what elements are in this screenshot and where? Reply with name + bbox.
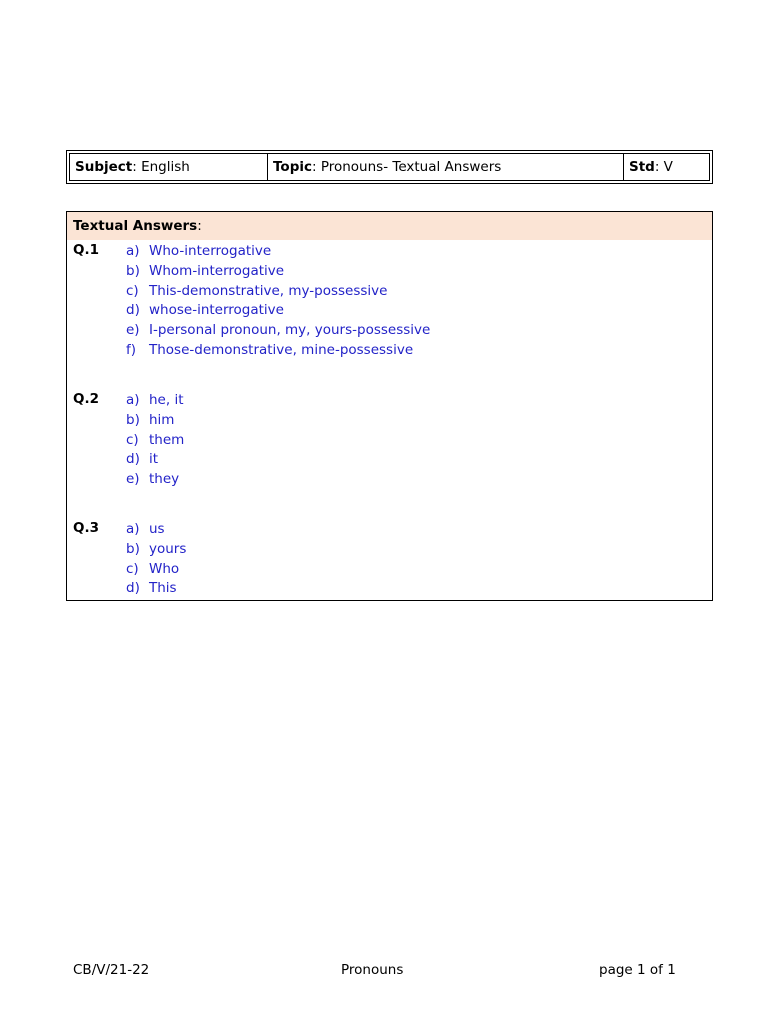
answer-text: them bbox=[149, 431, 185, 448]
answer-item bbox=[126, 301, 430, 321]
answer-label: a) bbox=[126, 392, 140, 408]
answers-heading bbox=[67, 212, 712, 240]
answer-text: it bbox=[149, 451, 159, 468]
answer-item bbox=[126, 321, 430, 341]
answers-heading-label: Textual Answers bbox=[73, 218, 198, 234]
answer-item bbox=[126, 391, 184, 411]
answer-list bbox=[126, 391, 184, 490]
answer-item bbox=[126, 579, 186, 599]
question-number: Q.2 bbox=[73, 391, 99, 407]
header-row bbox=[69, 153, 710, 181]
answer-text: This-demonstrative, my-possessive bbox=[149, 282, 388, 299]
answer-item bbox=[126, 282, 430, 302]
answer-item bbox=[126, 450, 184, 470]
footer-page-number: page 1 of 1 bbox=[599, 962, 676, 978]
header-table bbox=[66, 150, 713, 184]
answer-text: Who bbox=[149, 560, 180, 577]
answer-item bbox=[126, 431, 184, 451]
topic-value: : Pronouns- Textual Answers bbox=[311, 159, 502, 175]
answer-item bbox=[126, 341, 430, 361]
answer-text: whose-interrogative bbox=[149, 302, 284, 319]
answer-list bbox=[126, 242, 430, 361]
std-cell bbox=[624, 154, 709, 180]
answer-text: us bbox=[149, 521, 165, 537]
answer-label: e) bbox=[126, 471, 140, 488]
answer-label: b) bbox=[126, 411, 140, 428]
answer-text: him bbox=[149, 411, 175, 428]
answer-label: c) bbox=[126, 282, 139, 299]
answer-label: d) bbox=[126, 302, 140, 319]
answer-list bbox=[126, 520, 186, 599]
answer-text: Who-interrogative bbox=[149, 243, 272, 259]
footer-title: Pronouns bbox=[341, 962, 404, 978]
subject-cell bbox=[70, 154, 268, 180]
answer-item bbox=[126, 560, 186, 580]
answer-item bbox=[126, 520, 186, 540]
answer-label: a) bbox=[126, 521, 140, 537]
question-number: Q.1 bbox=[73, 242, 99, 258]
answer-text: they bbox=[149, 471, 180, 488]
topic-cell bbox=[268, 154, 624, 180]
answer-item bbox=[126, 262, 430, 282]
question-number: Q.3 bbox=[73, 520, 99, 536]
answer-text: I-personal pronoun, my, yours-possessive bbox=[149, 322, 431, 339]
answer-item bbox=[126, 540, 186, 560]
answers-heading-suffix: : bbox=[197, 218, 202, 234]
answer-text: This bbox=[149, 580, 177, 597]
answer-text: he, it bbox=[149, 392, 184, 408]
answers-box bbox=[66, 211, 713, 601]
answer-label: a) bbox=[126, 243, 140, 259]
subject-value: : English bbox=[132, 159, 190, 175]
answer-label: d) bbox=[126, 580, 140, 597]
footer-code: CB/V/21-22 bbox=[73, 962, 150, 978]
answer-label: b) bbox=[126, 262, 140, 279]
answer-item bbox=[126, 242, 430, 262]
answer-item bbox=[126, 470, 184, 490]
answer-text: Whom-interrogative bbox=[149, 262, 285, 279]
answer-text: yours bbox=[149, 540, 187, 557]
std-value: : V bbox=[654, 159, 673, 175]
std-label: Std bbox=[629, 159, 655, 175]
topic-label: Topic bbox=[273, 159, 312, 175]
answer-label: c) bbox=[126, 560, 139, 577]
answer-label: d) bbox=[126, 451, 140, 468]
answer-label: f) bbox=[126, 341, 137, 358]
answer-label: c) bbox=[126, 431, 139, 448]
answer-text: Those-demonstrative, mine-possessive bbox=[149, 341, 414, 358]
subject-label: Subject bbox=[75, 159, 133, 175]
answer-label: e) bbox=[126, 322, 140, 339]
answer-label: b) bbox=[126, 540, 140, 557]
answer-item bbox=[126, 411, 184, 431]
